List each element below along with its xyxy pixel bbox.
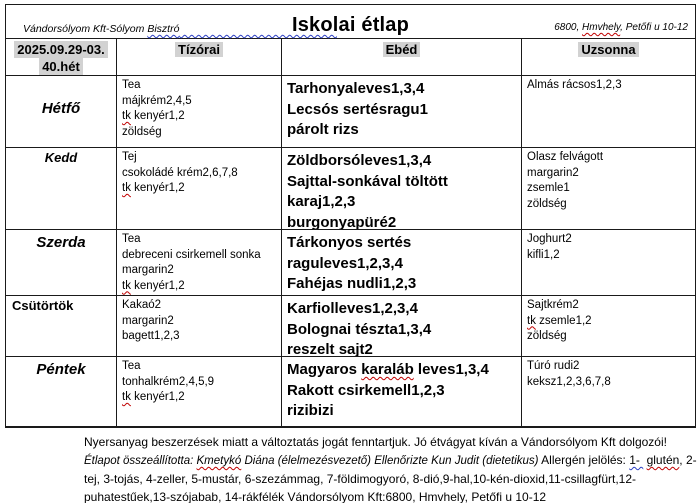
ebed-cell: Tárkonyos sertés raguleves1,2,3,4 Fahéjas nudli1,2,3 (281, 230, 521, 295)
tizorai-cell: Tej csokoládé krém2,6,7,8 tk kenyér1,2 (116, 148, 281, 229)
uzsonna-cell: Olasz felvágott margarin2 zsemle1 zöldség (521, 148, 695, 229)
uzsonna-cell: Túró rudi2 keksz1,2,3,6,7,8 (521, 357, 695, 426)
date-range-label: 2025.09.29-03. (14, 41, 107, 58)
uzsonna-cell: Sajtkrém2 tk zsemle1,2 zöldség (521, 296, 695, 356)
tizorai-cell: Kakaó2 margarin2 bagett1,2,3 (116, 296, 281, 356)
page-title: Iskolai étlap (291, 14, 410, 36)
day-label: Péntek (36, 361, 86, 378)
day-label: Szerda (36, 234, 86, 251)
tizorai-cell: Tea debreceni csirkemell sonka margarin2 tk kenyér1,2 (116, 230, 281, 295)
week-header-cell (6, 39, 116, 75)
footer-address: puhatestűek,13-szójabab, 14-rákfélék Vándorsólyom Kft:6800, Hmvhely, Petőfi u 10-12 (84, 490, 547, 503)
company-name: Vándorsólyom Kft-Sólyom Bisztró (23, 23, 180, 35)
ebed-cell: Magyaros karaláb leves1,3,4 Rakott csirkemell1,2,3 rizibizi (281, 357, 521, 426)
footer-credits-allergens: Étlapot összeállította: Kmetykó Diána (élelmezésvezető) Ellenőrizte Kun Judit (dietetikus) Allergén jelölés: 1- glutén, 2- (84, 453, 697, 467)
footer-disclaimer: Nyersanyag beszerzések miatt a változtatás jogát fenntartjuk. Jó étvágyat kíván a Vándorsólyom Kft dolgozói! (84, 435, 667, 449)
ebed-header-cell (281, 39, 521, 75)
menu-row-hetfo (6, 75, 695, 147)
title-row (6, 5, 695, 38)
menu-row-kedd (6, 147, 695, 229)
week-number-label: 40.hét (39, 58, 83, 75)
uzsonna-cell: Almás rácsos1,2,3 (521, 76, 695, 147)
company-address: 6800, Hmvhely, Petőfi u 10-12 (554, 22, 688, 33)
ebed-cell: Zöldborsóleves1,3,4 Sajttal-sonkával töltött karaj1,2,3 burgonyapüré2 (281, 148, 521, 229)
tizorai-cell: Tea májkrém2,4,5 tk kenyér1,2 zöldség (116, 76, 281, 147)
uzsonna-cell: Joghurt2 kifli1,2 (521, 230, 695, 295)
ebed-cell: Karfiolleves1,2,3,4 Bolognai tészta1,3,4 reszelt sajt2 (281, 296, 521, 356)
menu-row-pentek (6, 356, 695, 426)
ebed-header-label: Ebéd (383, 42, 421, 57)
tizorai-cell: Tea tonhalkrém2,4,5,9 tk kenyér1,2 (116, 357, 281, 426)
uzsonna-header-label: Uzsonna (578, 42, 638, 57)
menu-row-szerda (6, 229, 695, 295)
day-label: Kedd (44, 150, 78, 165)
tizorai-header-cell (116, 39, 281, 75)
day-label: Hétfő (41, 100, 81, 117)
menu-row-csutortok (6, 295, 695, 356)
ebed-cell: Tarhonyaleves1,3,4 Lecsós sertésragu1 párolt rizs (281, 76, 521, 147)
day-label: Csütörtök (12, 298, 74, 313)
footer-allergen-list: tej, 3-tojás, 4-zeller, 5-mustár, 6-szezámmag, 7-földimogyoró, 8-dió,9-hal,10-kén-dioxid,11-csillagfürt,12- (84, 472, 637, 486)
menu-table (5, 4, 696, 428)
tizorai-header-label: Tízórai (175, 42, 223, 57)
footer-notes (84, 433, 698, 503)
table-header-row (6, 38, 695, 75)
uzsonna-header-cell (521, 39, 695, 75)
